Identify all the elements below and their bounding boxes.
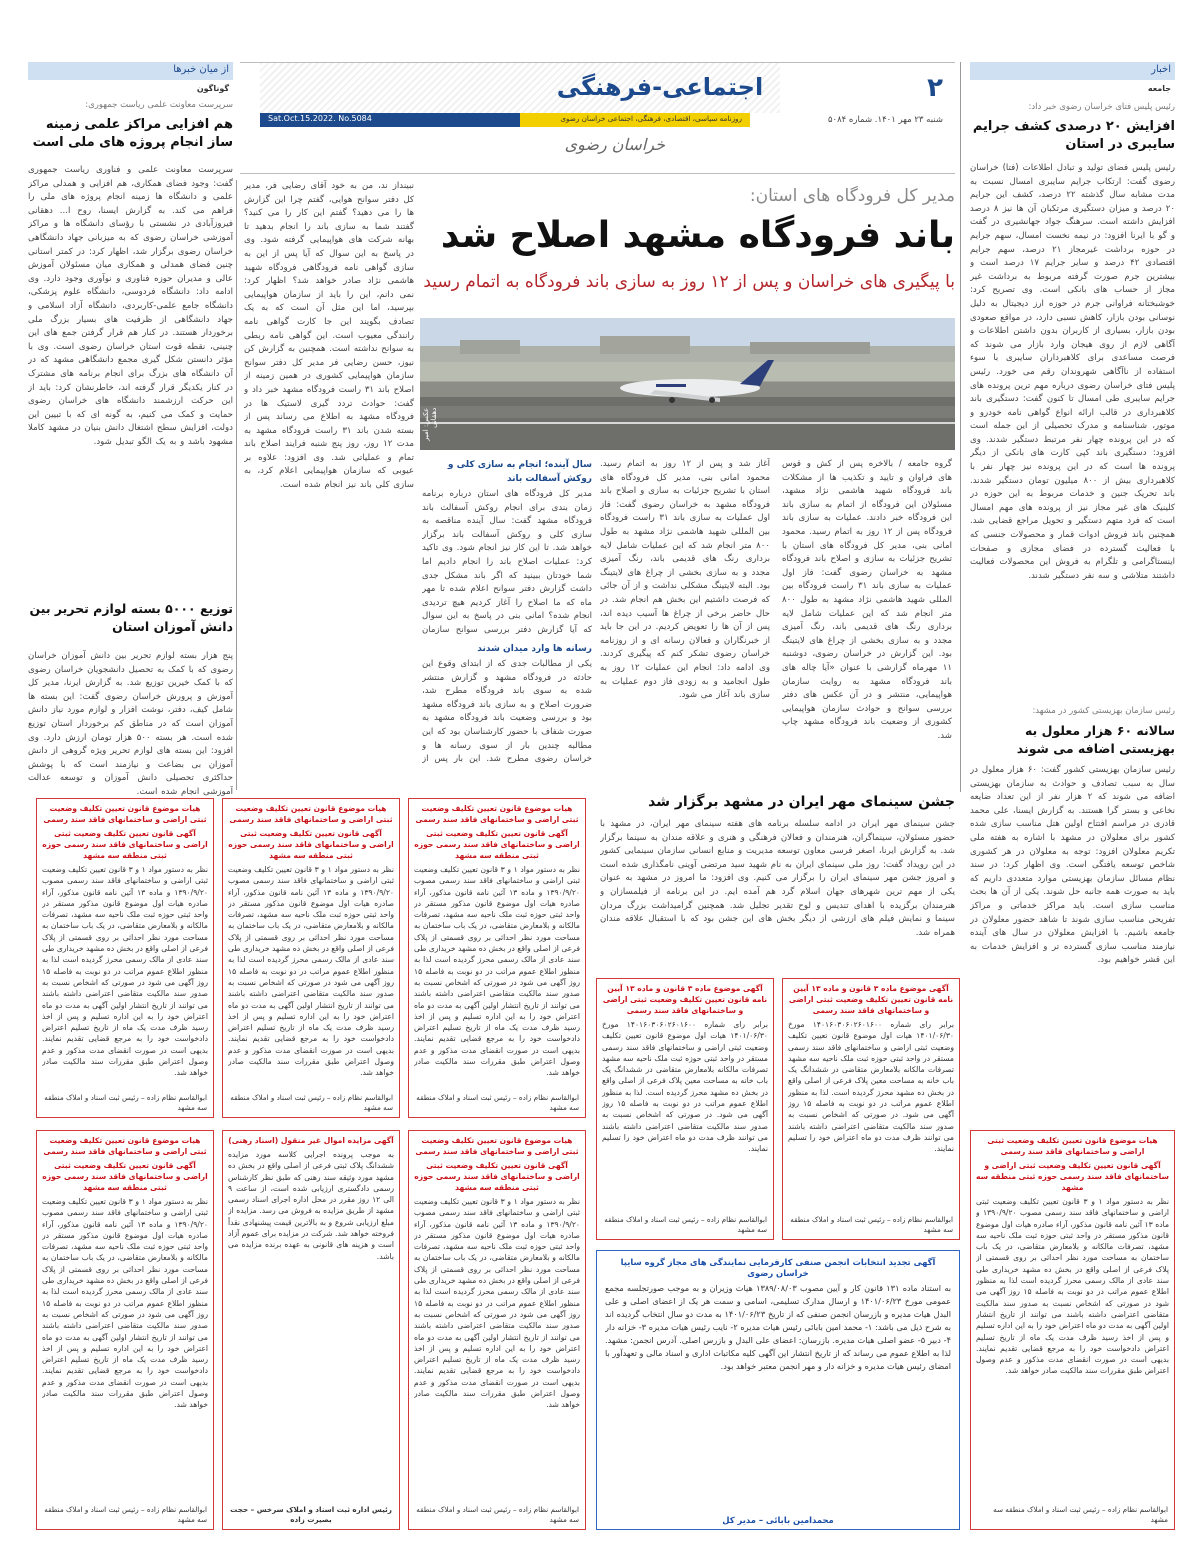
right-kicker: رئیس پلیس فتای خراسان رضوی خبر داد: <box>1028 102 1175 112</box>
lead-col3 <box>422 458 592 768</box>
legal-notice-5 <box>782 978 960 1240</box>
lead-col3b-body: یکی از مطالبات جدی که از ابتدای وقوع این حادثه در فرودگاه مشهد و گزارش منتشر شده به سوی باند فرودگاه مطرح شد، ضرورت اصلاح و به سازی باند فرودگاه مشهد بود و بررسی وضعیت باند فرودگاه مشهد به صورت شفاف با حضور کارشناسان بود که این مطالبه چندین بار از سوی رسانه ها و خراسان رضوی مطرح شد. این بار پس از <box>422 659 592 765</box>
lead-col4: نبینداز ند، من به خود آقای رضایی فر، مدیر کل دفتر سوانح هوایی، گفتم چرا این گزارش ها را می دهید؟ گفتم این کار را می کنید؟ گفتند شما به سازی باند را انجام بدهید تا بهانه شرکت های هواپیمایی گرفته شود. وی در پاسخ به این سوال که آیا پس از این به سازی گواهی نامه فرودگاهی فرودگاه شهید هاشمی نژاد صادر خواهد شد؟ اظهار کرد: نمی دانم، این را باید از سازمان هواپیمایی بپرسید، اما این مثل آن است که به یک تصادف بگویند این جا کارت گواهی نامه رانندگی معیوب است. این گواهی نامه ربطی به سوانح نداشته است. همچنین به گزارش کن نیوز، حسن رضایی فر مدیر کل دفتر سوانح سازمان هواپیمایی کشوری در همین زمینه از اصلاح باند ۳۱ راست فرودگاه مشهد خبر داد و گفت: حوادث تردد گیری لاستیک ها در فرودگاه مشهد به اطلاع می رساند پس از بسته شدن باند ۳۱ راست فرودگاه مشهد به مدت ۱۲ روز، روز پنج شنبه فرایند اصلاح باند تمام و عملیاتی شد. وی افزود: علاوه بر عیوبی که سازمان هواپیمایی اعلام کرد، به سازی کلی باند نیز انجام شده است. <box>244 181 414 491</box>
notice-3-title: هیات موضوع قانون تعیین تکلیف وضعیت ثبتی اراضی و ساختمانهای فاقد سند رسمی <box>415 804 579 824</box>
cinema-title: جشن سینمای مهر ایران در مشهد برگزار شد <box>648 794 955 810</box>
lead-col1: گروه جامعه / بالاخره پس از کش و قوس های فراوان و تایید و تکذیب ها از مشکلات باند فرودگاه شهید هاشمی نژاد مشهد، مسئولان این فرودگاه از اتمام به سازی باند این فرودگاه خبر دادند. عملیات به سازی باند فرودگاه پس از ۱۲ روز به اتمام رسید. محمود امانی بنی، مدیر کل فرودگاه های استان با تشریح جزئیات به سازی و اصلاح باند فرودگاه مشهد به خراسان رضوی گفت: فاز اول عملیات به سازی باند ۳۱ راست فرودگاه بین المللی شهید هاشمی نژاد مشهد به طول ۸۰۰ متر انجام شد که این عملیات شامل لایه برداری رنگ های قدیمی باند، رنگ آمیزی مجدد و به سازی بخشی از چراغ های لایتینگ بود. این گزارش در خراسان رضوی، دوشنبه ۱۱ مهرماه گزارشی با عنوان «آیا چاله های باند فرودگاه مشهد به روایت سازمان هواپیمایی، منتشر و در آن عکس های دفتر بررسی سوانح و حوادث سازمان هواپیمایی کشوری از وضعیت باند فرودگاه مشهد چاپ شد. <box>782 459 952 741</box>
lead-subtitle: با پیگیری های خراسان و پس از ۱۲ روز به سازی باند فرودگاه به اتمام رسید <box>423 272 955 292</box>
union-body: به استناد ماده ۱۳۱ قانون کار و آیین مصوب ۱۳۸۹/۰۸/۰۳ هیات وزیران و به موجب صورتجلسه مجمع عمومی مورخ ۱۴۰۱/۰۶/۲۳ و ارسال مدارک تسلیمی، اسامی و سمت هر یک از اعضای اصلی و علی البدل هیات مدیره و بازرسان انجمن صنفی که از تاریخ ۱۴۰۱/۰۶/۲۳ به مدت دو سال انتخاب گردیده اند به شرح ذیل می باشد: ۱- محمد امین بابائی رئیس هیات مدیره ۲- نایب رئیس هیات مدیره ۳- خزانه دار ۴- دبیر ۵- عضو اصلی هیات مدیره. بازرسان: اعضای علی البدل و بازرس اصلی. آدرس انجمن: مشهد. لذا به اطلاع عموم می رساند که از تاریخ انتشار این آگهی کلیه مکاتبات اداری و اسناد مالی و تعهدآور با امضای رئیس هیات مدیره و خزانه دار و مهر انجمن معتبر خواهد بود. <box>605 1283 951 1371</box>
right-story2-kicker: رئیس سازمان بهزیستی کشور در مشهد: <box>1032 706 1175 716</box>
auction-notice <box>222 1130 400 1530</box>
notice-5-title: آگهی موضوع ماده ۳ قانون و ماده ۱۳ آیین نامه قانون تعیین تکلیف وضعیت ثبتی اراضی و ساختمانهای فاقد سند رسمی <box>788 984 954 1015</box>
left-kicker: سرپرست معاونت علمی ریاست جمهوری: <box>85 100 233 110</box>
legal-notice-4 <box>596 978 774 1240</box>
notice-5-sign: ابوالقاسم نظام زاده – رئیس ثبت اسناد و املاک منطقه سه مشهد <box>790 1215 953 1234</box>
auction-sign: رئیس اداره ثبت اسناد و املاک سرخس – حجت بصیرت زاده <box>230 1505 392 1524</box>
notice-1-subtitle: آگهی قانون تعیین تکلیف وضعیت ثبتی اراضی و ساختمانهای فاقد سند رسمی حوزه ثبتی منطقه سه مشهد <box>42 829 208 860</box>
notice-1-body: نظر به دستور مواد ۱ و ۳ قانون تعیین تکلیف وضعیت ثبتی اراضی و ساختمانهای فاقد سند رسمی مصوب ۱۳۹۰/۹/۲۰ و ماده ۱۳ آئین نامه قانون مذکور، آراء صادره هیات اول موضوع قانون مذکور مستقر در واحد ثبتی حوزه ثبت ملک ناحیه سه مشهد، تصرفات مالکانه و بلامعارض متقاضی، در یک باب ساختمان به مساحت مورد نظر احداثی بر روی قسمتی از پلاک فرعی از اصلی واقع در بخش ده مشهد خریداری طی سند عادی از مالک رسمی محرز گردیده است لذا به منظور اطلاع عموم مراتب در دو نوبت به فاصله ۱۵ روز آگهی می شود در صورتی که اشخاص نسبت به صدور سند مالکیت متقاضی اعتراضی داشته باشند می توانند از تاریخ انتشار اولین آگهی به مدت دو ماه اعتراض خود را به این اداره تسلیم و پس از اخذ رسید ظرف مدت یک ماه از تاریخ تسلیم اعتراض دادخواست خود را به مرجع قضایی تقدیم نمایند. بدیهی است در صورت انقضای مدت مذکور و عدم وصول اعتراض طبق مقررات سند مالکیت صادر خواهد شد. <box>42 865 208 1078</box>
union-notice <box>596 1250 960 1530</box>
notice-6-title: هیات موضوع قانون تعیین تکلیف وضعیت ثبتی اراضی و ساختمانهای فاقد سند رسمی <box>43 1136 207 1156</box>
left-story2-title: توزیع ۵۰۰۰ بسته لوازم تحریر بین دانش آموزان استان <box>29 601 233 634</box>
right-sub: جامعه <box>1147 84 1171 93</box>
notice-6-subtitle: آگهی قانون تعیین تکلیف وضعیت ثبتی اراضی و ساختمانهای فاقد سند رسمی حوزه ثبتی منطقه سه مشهد <box>42 1161 208 1192</box>
left-column <box>28 62 233 797</box>
page-number: ۲ <box>927 73 943 103</box>
notice-4-title: آگهی موضوع ماده ۳ قانون و ماده ۱۳ آیین نامه قانون تعیین تکلیف وضعیت ثبتی اراضی و ساختمانهای فاقد سند رسمی <box>602 984 768 1015</box>
notice-7-title: هیات موضوع قانون تعیین تکلیف وضعیت ثبتی اراضی و ساختمانهای فاقد سند رسمی <box>415 1136 579 1156</box>
notice-8-body: نظر به دستور مواد ۱ و ۳ قانون تعیین تکلیف وضعیت ثبتی اراضی و ساختمانهای فاقد سند رسمی مصوب ۱۳۹۰/۹/۲۰ و ماده ۱۳ آئین نامه قانون مذکور، آراء صادره هیات اول موضوع قانون مذکور مستقر در واحد ثبتی حوزه ثبت ملک ناحیه سه مشهد، تصرفات مالکانه و بلامعارض متقاضی، در یک باب ساختمان به مساحت مورد نظر احداثی بر روی قسمتی از پلاک فرعی از اصلی واقع در بخش ده مشهد خریداری طی سند عادی از مالک رسمی محرز گردیده است لذا به منظور اطلاع عموم مراتب در دو نوبت به فاصله ۱۵ روز آگهی می شود در صورتی که اشخاص نسبت به صدور سند مالکیت متقاضی اعتراضی داشته باشند می توانند از تاریخ انتشار اولین آگهی به مدت دو ماه اعتراض خود را به این اداره تسلیم و پس از اخذ رسید ظرف مدت یک ماه از تاریخ تسلیم اعتراض دادخواست خود را به مرجع قضایی تقدیم نمایند. بدیهی است در صورت انقضای مدت مذکور و عدم وصول اعتراض طبق مقررات سند مالکیت صادر خواهد شد. <box>976 1197 1169 1376</box>
lead-col3-body: مدیر کل فرودگاه های استان درباره برنامه زمان بندی برای انجام روکش آسفالت باند فرودگاه مشهد گفت: سال آینده مناقصه به سازی کلی و روکش آسفالت باند برگزار خواهد شد. تا این کار نیز انجام شود. وی تاکید کرد: عملیات اصلاح باند را انجام دادیم اما شما خودتان ببینید که اگر باند مشکل جدی داشت گزارش دفتر سوانح اعلام شده تا مهر ماه که ما اصلاح را آغاز کردیم هیچ تردیدی انجام شده؟ امانی بنی در پاسخ به این سوال که آیا گزارش دفتر بررسی سوانح سازمان <box>422 489 592 635</box>
date-en: Sat.Oct.15.2022. No.5084 <box>268 114 372 123</box>
notice-2-title: هیات موضوع قانون تعیین تکلیف وضعیت ثبتی اراضی و ساختمانهای فاقد سند رسمی <box>229 804 393 824</box>
legal-notice-2 <box>222 798 400 1118</box>
cinema-body: جشن سینمای مهر ایران در ادامه سلسله برنامه های هفته سینمای مهر ایران، در مشهد با حضور مسئولان، سینماگران، هنرمندان و فعالان فرهنگی و هنری و علاقه مندان به سینما برگزار شد. به گزارش ایرنا، اصغر فرسی معاون توسعه مدیریت و منابع انسانی سازمان سینمایی کشور در این رویداد گفت: روز ملی سینمای ایران به نام شهید سید مرتضی آوینی نامگذاری شده است و امروز جشن مهر سینمای ایران را برگزار می کنیم. وی افزود: ما امروز در مشهد به عنوان یکی از مهم ترین شهرهای جهان اسلام گرد هم آمده ایم. در این برنامه از فیلمسازان و هنرمندان برگزیده با اهدای تندیس و لوح تقدیر تجلیل شد. همچنین گرامیداشت بزرگ مردان سینما و نمایش فیلم های ارزشی از دیگر بخش های این جشن بود که با استقبال علاقه مندان همراه شد. <box>600 819 955 938</box>
notice-3-sign: ابوالقاسم نظام زاده – رئیس ثبت اسناد و املاک منطقه سه مشهد <box>416 1093 579 1112</box>
tagline: روزنامه سیاسی، اقتصادی، فرهنگی، اجتماعی خراسان رضوی <box>560 114 742 123</box>
notice-7-body: نظر به دستور مواد ۱ و ۳ قانون تعیین تکلیف وضعیت ثبتی اراضی و ساختمانهای فاقد سند رسمی مصوب ۱۳۹۰/۹/۲۰ و ماده ۱۳ آئین نامه قانون مذکور، آراء صادره هیات اول موضوع قانون مذکور مستقر در واحد ثبتی حوزه ثبت ملک ناحیه سه مشهد، تصرفات مالکانه و بلامعارض متقاضی، در یک باب ساختمان به مساحت مورد نظر احداثی بر روی قسمتی از پلاک فرعی از اصلی واقع در بخش ده مشهد خریداری طی سند عادی از مالک رسمی محرز گردیده است لذا به منظور اطلاع عموم مراتب در دو نوبت به فاصله ۱۵ روز آگهی می شود در صورتی که اشخاص نسبت به صدور سند مالکیت متقاضی اعتراضی داشته باشند می توانند از تاریخ انتشار اولین آگهی به مدت دو ماه اعتراض خود را به این اداره تسلیم و پس از اخذ رسید ظرف مدت یک ماه از تاریخ تسلیم اعتراض دادخواست خود را به مرجع قضایی تقدیم نمایند. بدیهی است در صورت انقضای مدت مذکور و عدم وصول اعتراض طبق مقررات سند مالکیت صادر خواهد شد. <box>414 1197 580 1410</box>
right-tab-label: اخبار <box>1151 64 1171 75</box>
section-title: اجتماعی-فرهنگی <box>556 73 764 101</box>
right-tab <box>970 62 1175 80</box>
cinema-story <box>600 780 955 950</box>
masthead <box>240 62 955 174</box>
auction-body: به موجب پرونده اجرایی کلاسه مورد مزایده ششدانگ پلاک ثبتی فرعی از اصلی واقع در بخش ده مشهد مورد وثیقه سند رهنی که طبق نظر کارشناس رسمی دادگستری ارزیابی شده است، از ساعت ۹ الی ۱۲ روز مقرر در محل اداره اجرای اسناد رسمی مشهد از طریق مزایده به فروش می رسد. مزایده از مبلغ ارزیابی شروع و به بالاترین قیمت پیشنهادی نقداً فروخته خواهد شد. شرکت در مزایده برای عموم آزاد است و هزینه های قانونی به عهده برنده مزایده می باشد. <box>228 1150 394 1261</box>
notice-2-sign: ابوالقاسم نظام زاده – رئیس ثبت اسناد و املاک منطقه سه مشهد <box>230 1093 393 1112</box>
photo-credit: عکس: امیر دهقانی <box>422 408 438 442</box>
notice-3-body: نظر به دستور مواد ۱ و ۳ قانون تعیین تکلیف وضعیت ثبتی اراضی و ساختمانهای فاقد سند رسمی مصوب ۱۳۹۰/۹/۲۰ و ماده ۱۳ آئین نامه قانون مذکور، آراء صادره هیات اول موضوع قانون مذکور مستقر در واحد ثبتی حوزه ثبت ملک ناحیه سه مشهد، تصرفات مالکانه و بلامعارض متقاضی، در یک باب ساختمان به مساحت مورد نظر احداثی بر روی قسمتی از پلاک فرعی از اصلی واقع در بخش ده مشهد خریداری طی سند عادی از مالک رسمی محرز گردیده است لذا به منظور اطلاع عموم مراتب در دو نوبت به فاصله ۱۵ روز آگهی می شود در صورتی که اشخاص نسبت به صدور سند مالکیت متقاضی اعتراضی داشته باشند می توانند از تاریخ انتشار اولین آگهی به مدت دو ماه اعتراض خود را به این اداره تسلیم و پس از اخذ رسید ظرف مدت یک ماه از تاریخ تسلیم اعتراض دادخواست خود را به مرجع قضایی تقدیم نمایند. بدیهی است در صورت انقضای مدت مذکور و عدم وصول اعتراض طبق مقررات سند مالکیت صادر خواهد شد. <box>414 865 580 1078</box>
left-story2-body: پنج هزار بسته لوازم تحریر بین دانش آموزان خراسان رضوی که با کمک به تحصیل دانشجویان خراسان رضوی که با کمک خیرین توزیع شد. به گزارش ایرنا، مدیر کل آموزش و پرورش خراسان رضوی گفت: این بسته ها شامل کیف، دفتر، نوشت افزار و لوازم مورد نیاز دانش آموزان است که در مناطق کم برخوردار استان توزیع شده است. هر بسته ۵۰۰ هزار تومان ارزش دارد. وی افزود: این بسته های لوازم تحریر ویژه گروهی از دانش آموزان بی بضاعت و نیازمند است که با پوشش حداکثری تحصیلی دانش آموزان و توسعه عدالت آموزشی انجام شده است. <box>28 651 233 797</box>
union-title: آگهی تجدید انتخابات انجمن صنفی کارفرمایی نمایندگی های مجاز گروه سایپا خراسان رضوی <box>620 1257 936 1278</box>
legal-notice-7 <box>408 1130 586 1530</box>
col-divider-right <box>960 62 961 792</box>
notice-1-sign: ابوالقاسم نظام زاده – رئیس ثبت اسناد و املاک منطقه سه مشهد <box>44 1093 207 1112</box>
legal-notice-3 <box>408 798 586 1118</box>
notice-8-subtitle: آگهی قانون تعیین تکلیف وضعیت ثبتی اراضی و ساختمانهای فاقد سند رسمی حوزه ثبتی منطقه سه مشهد <box>976 1161 1169 1192</box>
left-body: سرپرست معاونت علمی و فناوری ریاست جمهوری گفت: وجود فضای همکاری، هم افزایی و همدلی مراکز علمی و دانشگاه ها زمینه انجام پروژه های ملی را فراهم می کند. به گزارش ایسنا، روح ا... دهقانی فیروزآبادی در نشستی با رؤسای دانشگاه ها و مراکز آموزشی خراسان رضوی که به میزبانی جهاد دانشگاهی خراسان رضوی برگزار شد، اظهار کرد: در کمتر استانی چنین فضای همدلی و همکاری میان مسئولان آموزش عالی و مدیران حوزه فناوری و نوآوری وجود دارد. وی ادامه داد: دانشگاه فردوسی، دانشگاه علوم پزشکی، دانشگاه جامع علمی-کاربردی، دانشگاه آزاد اسلامی و جهاد دانشگاهی از ظرفیت های بسیار بزرگ ملی برخوردار هستند. در کنار هم قرار گرفتن جمع های این چنینی، نقطه قوت استان خراسان رضوی است. وی با مؤثر دانستن شکل گیری مجمع دانشگاهی مشهد که در آن دانشگاه های بزرگ برای انجام برنامه های مشترک در کنار یکدیگر قرار گرفته اند، خاطرنشان کرد: باید از این حرکت ارزشمند دانشگاه های خراسان رضوی حمایت و کمک می کنیم، به گونه ای که با تبیین این دولت، افزایش سطح اشتغال دانش بنیان در مشهد کاملا مشهود باشد و به یک الگو تبدیل شود. <box>28 165 233 447</box>
notice-2-subtitle: آگهی قانون تعیین تکلیف وضعیت ثبتی اراضی و ساختمانهای فاقد سند رسمی حوزه ثبتی منطقه سه مشهد <box>228 829 394 860</box>
notice-3-subtitle: آگهی قانون تعیین تکلیف وضعیت ثبتی اراضی و ساختمانهای فاقد سند رسمی حوزه ثبتی منطقه سه مشهد <box>414 829 580 860</box>
legal-notice-6 <box>36 1130 214 1530</box>
notice-8-sign: ابوالقاسم نظام زاده – رئیس ثبت اسناد و املاک منطقه سه مشهد <box>993 1505 1168 1524</box>
lead-photo <box>420 318 955 450</box>
auction-title: آگهی مزایده اموال غیر منقول (اسناد رهنی) <box>228 1136 394 1145</box>
notice-6-body: نظر به دستور مواد ۱ و ۳ قانون تعیین تکلیف وضعیت ثبتی اراضی و ساختمانهای فاقد سند رسمی مصوب ۱۳۹۰/۹/۲۰ و ماده ۱۳ آئین نامه قانون مذکور، آراء صادره هیات اول موضوع قانون مذکور مستقر در واحد ثبتی حوزه ثبت ملک ناحیه سه مشهد، تصرفات مالکانه و بلامعارض متقاضی، در یک باب ساختمان به مساحت مورد نظر احداثی بر روی قسمتی از پلاک فرعی از اصلی واقع در بخش ده مشهد خریداری طی سند عادی از مالک رسمی محرز گردیده است لذا به منظور اطلاع عموم مراتب در دو نوبت به فاصله ۱۵ روز آگهی می شود در صورتی که اشخاص نسبت به صدور سند مالکیت متقاضی اعتراضی داشته باشند می توانند از تاریخ انتشار اولین آگهی به مدت دو ماه اعتراض خود را به این اداره تسلیم و پس از اخذ رسید ظرف مدت یک ماه از تاریخ تسلیم اعتراض دادخواست خود را به مرجع قضایی تقدیم نمایند. بدیهی است در صورت انقضای مدت مذکور و عدم وصول اعتراض طبق مقررات سند مالکیت صادر خواهد شد. <box>42 1197 208 1410</box>
lead-col3b-subhead: رسانه ها وارد میدان شدند <box>477 644 592 654</box>
right-story2-title: سالانه ۶۰ هزار معلول به بهزیستی اضافه می شوند <box>1016 723 1175 756</box>
lead-kicker: مدیر کل فرودگاه های استان: <box>749 186 955 206</box>
right-body: رئیس پلیس فضای تولید و تبادل اطلاعات (فتا) خراسان رضوی گفت: ارتکاب جرایم سایبری امسال نسبت به مدت مشابه سال گذشته ۲۲ درصد، کشف این جرایم ۲۰ درصد و میزان دستگیری مرتکبان آن ها نیز ۸ درصد افزایش داشته است. سرهنگ جواد جهانشیری در گفت و گو با ایرنا افزود: در نیمه نخست امسال، سهم جرایم در حوزه برداشت غیرمجاز ۲۱ درصد، سهم جرایم اقتصادی ۴۲ درصد و سایر جرایم ۱۷ درصد است و بیشترین جرم صورت گرفته مربوط به برداشت غیر مجاز از حساب های بانکی است. وی تصریح کرد: خوشبختانه فراوانی جرم در حوزه ارز دیجیتال به دلیل نوسانی بودن بازار، کاهش نسبی دارد، در مواقع صعودی بودن بازار، بسیاری از کاربران بدون داشتن اطلاعات و آگاهی لازم از روی هیجان وارد بازار می شوند که فرصت مساعدی برای کلاهبرداران سایبری با سوء استفاده از ناآگاهی شهروندان رقم می خورد. رئیس پلیس فتای خراسان رضوی درباره مهم ترین پرونده های جرایم سایبری طی امسال تا کنون گفت: دستگیری باند کلاهبرداری در قالب ارائه انواع گواهی نامه خودرو و موتور، شناسنامه و مدرک تحصیلی از این جمله است که در این پرونده چهار نفر مرتبط دستگیر شدند. وی افزود: دستگیری باند کپی کارت های بانکی از دیگر پرونده ها است که در این پرونده نیز چهار نفر با کلاهبرداری بیش از ۸۰۰ میلیون تومان دستگیر شدند. باند تحریک جنین و خدمات مربوط به این حوزه در کلینیک های غیر مجاز نیز از پرونده های مهم امسال است که فرد متهم دستگیر و تحویل مراجع قضایی شد. همچنین باند فروش ادوات قمار و محصولات جنسی که با فعالیت گسترده در فضای مجازی و صفحات اینستاگرامی و تلگرام به فروش این محصولات فعالیت داشتند متلاشی و سه نفر دستگیر شدند. <box>970 163 1175 581</box>
airport-photo <box>420 318 955 450</box>
left-tab-label: از میان خبرها <box>173 64 229 75</box>
legal-notice-1 <box>36 798 214 1118</box>
notice-6-sign: ابوالقاسم نظام زاده – رئیس ثبت اسناد و املاک منطقه سه مشهد <box>44 1505 207 1524</box>
right-title: افزایش ۲۰ درصدی کشف جرایم سایبری در استان <box>972 119 1175 152</box>
lead-col2 <box>600 458 770 768</box>
lead-title: باند فرودگاه مشهد اصلاح شد <box>440 215 955 256</box>
lead-col3-subhead: سال آینده؛ انجام به سازی کلی و روکش آسفالت باند <box>447 460 592 484</box>
left-tab <box>28 62 233 80</box>
lead-col2-body: آغاز شد و پس از ۱۲ روز به اتمام رسید. محمود امانی بنی، مدیر کل فرودگاه های استان با تشریح جزئیات به سازی و اصلاح باند فرودگاه مشهد به خراسان رضوی گفت: فاز اول عملیات به سازی باند ۳۱ راست فرودگاه بین المللی شهید هاشمی نژاد مشهد به طول ۸۰۰ متر انجام شد که این عملیات شامل لایه برداری رنگ های قدیمی باند، رنگ آمیزی مجدد و به سازی بخشی از چراغ های لایتینگ بود. البته لایتینگ مشکلی نداشت و از آن جائی که فرصت داشتیم این بخش هم انجام شد. در حال حاضر برخی از چراغ ها آسیب دیده اند، پس از آن ها را تعویض کردیم. در این جا باید از خبرنگاران و فعالان رسانه ای و از روزنامه خراسان رضوی تشکر کنم که پیگیری کردند. وی ادامه داد: انجام این عملیات ۱۲ روز به طول انجامید و به زودی فاز دوم عملیات به سازی باند آغاز می شود. <box>600 459 770 701</box>
legal-notice-8 <box>970 1130 1175 1530</box>
notice-2-body: نظر به دستور مواد ۱ و ۳ قانون تعیین تکلیف وضعیت ثبتی اراضی و ساختمانهای فاقد سند رسمی مصوب ۱۳۹۰/۹/۲۰ و ماده ۱۳ آئین نامه قانون مذکور، آراء صادره هیات اول موضوع قانون مذکور مستقر در واحد ثبتی حوزه ثبت ملک ناحیه سه مشهد، تصرفات مالکانه و بلامعارض متقاضی، در یک باب ساختمان به مساحت مورد نظر احداثی بر روی قسمتی از پلاک فرعی از اصلی واقع در بخش ده مشهد خریداری طی سند عادی از مالک رسمی محرز گردیده است لذا به منظور اطلاع عموم مراتب در دو نوبت به فاصله ۱۵ روز آگهی می شود در صورتی که اشخاص نسبت به صدور سند مالکیت متقاضی اعتراضی داشته باشند می توانند از تاریخ انتشار اولین آگهی به مدت دو ماه اعتراض خود را به این اداره تسلیم و پس از اخذ رسید ظرف مدت یک ماه از تاریخ تسلیم اعتراض دادخواست خود را به مرجع قضایی تقدیم نمایند. بدیهی است در صورت انقضای مدت مذکور و عدم وصول اعتراض طبق مقررات سند مالکیت صادر خواهد شد. <box>228 865 394 1078</box>
right-story2-body: رئیس سازمان بهزیستی کشور گفت: ۶۰ هزار معلول در سال به سبب تصادف و حوادث به سازمان بهزیستی اضافه می شوند که ۲ هزار نفر از این تعداد ضایعه نخاعی و بستر گرا هستند. به گزارش ایسنا، علی محمد قادری در مراسم افتتاح اولین هتل مناسب سازی شده کشور برای معلولان در مشهد با اشاره به هفته ملی تکریم معلولان افزود: توجه به معلولان در هر کشوری شاخص توسعه یافتگی است. وی اظهار کرد: در سند نظام مسائل سازمان بهزیستی موارد متعددی داریم که باید به صورت همه جانبه حل شوند. یکی از آن ها بحث مناسب سازی است. باید مراکز خدماتی و مراکز تفریحی مناسب سازی شوند تا شاهد حضور معلولان در جامعه باشیم. با افزایش معلولان در سال های آینده نیازمند مناسب سازی گسترده تر و افزایش خدمات به این قشر خواهیم بود. <box>970 765 1175 966</box>
notice-4-sign: ابوالقاسم نظام زاده – رئیس ثبت اسناد و املاک منطقه سه مشهد <box>604 1215 767 1234</box>
notice-1-title: هیات موضوع قانون تعیین تکلیف وضعیت ثبتی اراضی و ساختمانهای فاقد سند رسمی <box>43 804 207 824</box>
logo-text: خراسان رضوی <box>564 135 665 154</box>
date-en-box <box>260 113 520 127</box>
date-fa: شنبه ۲۳ مهر ۱۴۰۱. شماره ۵۰۸۴ <box>827 115 943 125</box>
notice-7-subtitle: آگهی قانون تعیین تکلیف وضعیت ثبتی اراضی و ساختمانهای فاقد سند رسمی حوزه ثبتی منطقه سه مشهد <box>414 1161 580 1192</box>
col-divider-left <box>236 180 237 790</box>
tagline-strip <box>490 113 750 127</box>
notice-5-body: برابر رای شماره ۱۴۰۱۶۰۳۰۶۰۲۶۰۱۶۰۰ مورخ ۱۴۰۱/۰۶/۳۰ هیات اول موضوع قانون تعیین تکلیف وضعیت ثبتی اراضی و ساختمانهای فاقد سند رسمی مستقر در واحد ثبتی حوزه ثبت ملک ناحیه سه مشهد تصرفات مالکانه بلامعارض متقاضی در ششدانگ یک باب خانه به مساحت معین پلاک فرعی از اصلی واقع در بخش ده مشهد محرز گردیده است. لذا به منظور اطلاع عموم مراتب در دو نوبت به فاصله ۱۵ روز آگهی می شود. در صورتی که اشخاص نسبت به صدور سند مالکیت متقاضی اعتراضی داشته باشند می توانند ظرف مدت دو ماه اعتراض خود را تسلیم نمایند. <box>788 1020 954 1154</box>
notice-8-title: هیات موضوع قانون تعیین تکلیف وضعیت ثبتی اراضی و ساختمانهای فاقد سند رسمی <box>987 1136 1158 1156</box>
union-sign: محمدامین بابائی – مدیر کل <box>722 1515 834 1525</box>
left-title: هم افزایی مراکز علمی زمینه ساز انجام پروژه های ملی است <box>32 117 233 150</box>
notice-7-sign: ابوالقاسم نظام زاده – رئیس ثبت اسناد و املاک منطقه سه مشهد <box>416 1505 579 1524</box>
left-sub: گوناگون <box>196 84 229 93</box>
notice-4-body: برابر رای شماره ۱۴۰۱۶۰۳۰۶۰۲۶۰۱۶۰۰ مورخ ۱۴۰۱/۰۶/۳۰ هیات اول موضوع قانون تعیین تکلیف وضعیت ثبتی اراضی و ساختمانهای فاقد سند رسمی مستقر در واحد ثبتی حوزه ثبت ملک ناحیه سه مشهد تصرفات مالکانه بلامعارض متقاضی در ششدانگ یک باب خانه به مساحت معین پلاک فرعی از اصلی واقع در بخش ده مشهد محرز گردیده است. لذا به منظور اطلاع عموم مراتب در دو نوبت به فاصله ۱۵ روز آگهی می شود. در صورتی که اشخاص نسبت به صدور سند مالکیت متقاضی اعتراضی داشته باشند می توانند ظرف مدت دو ماه اعتراض خود را تسلیم نمایند. <box>602 1020 768 1154</box>
